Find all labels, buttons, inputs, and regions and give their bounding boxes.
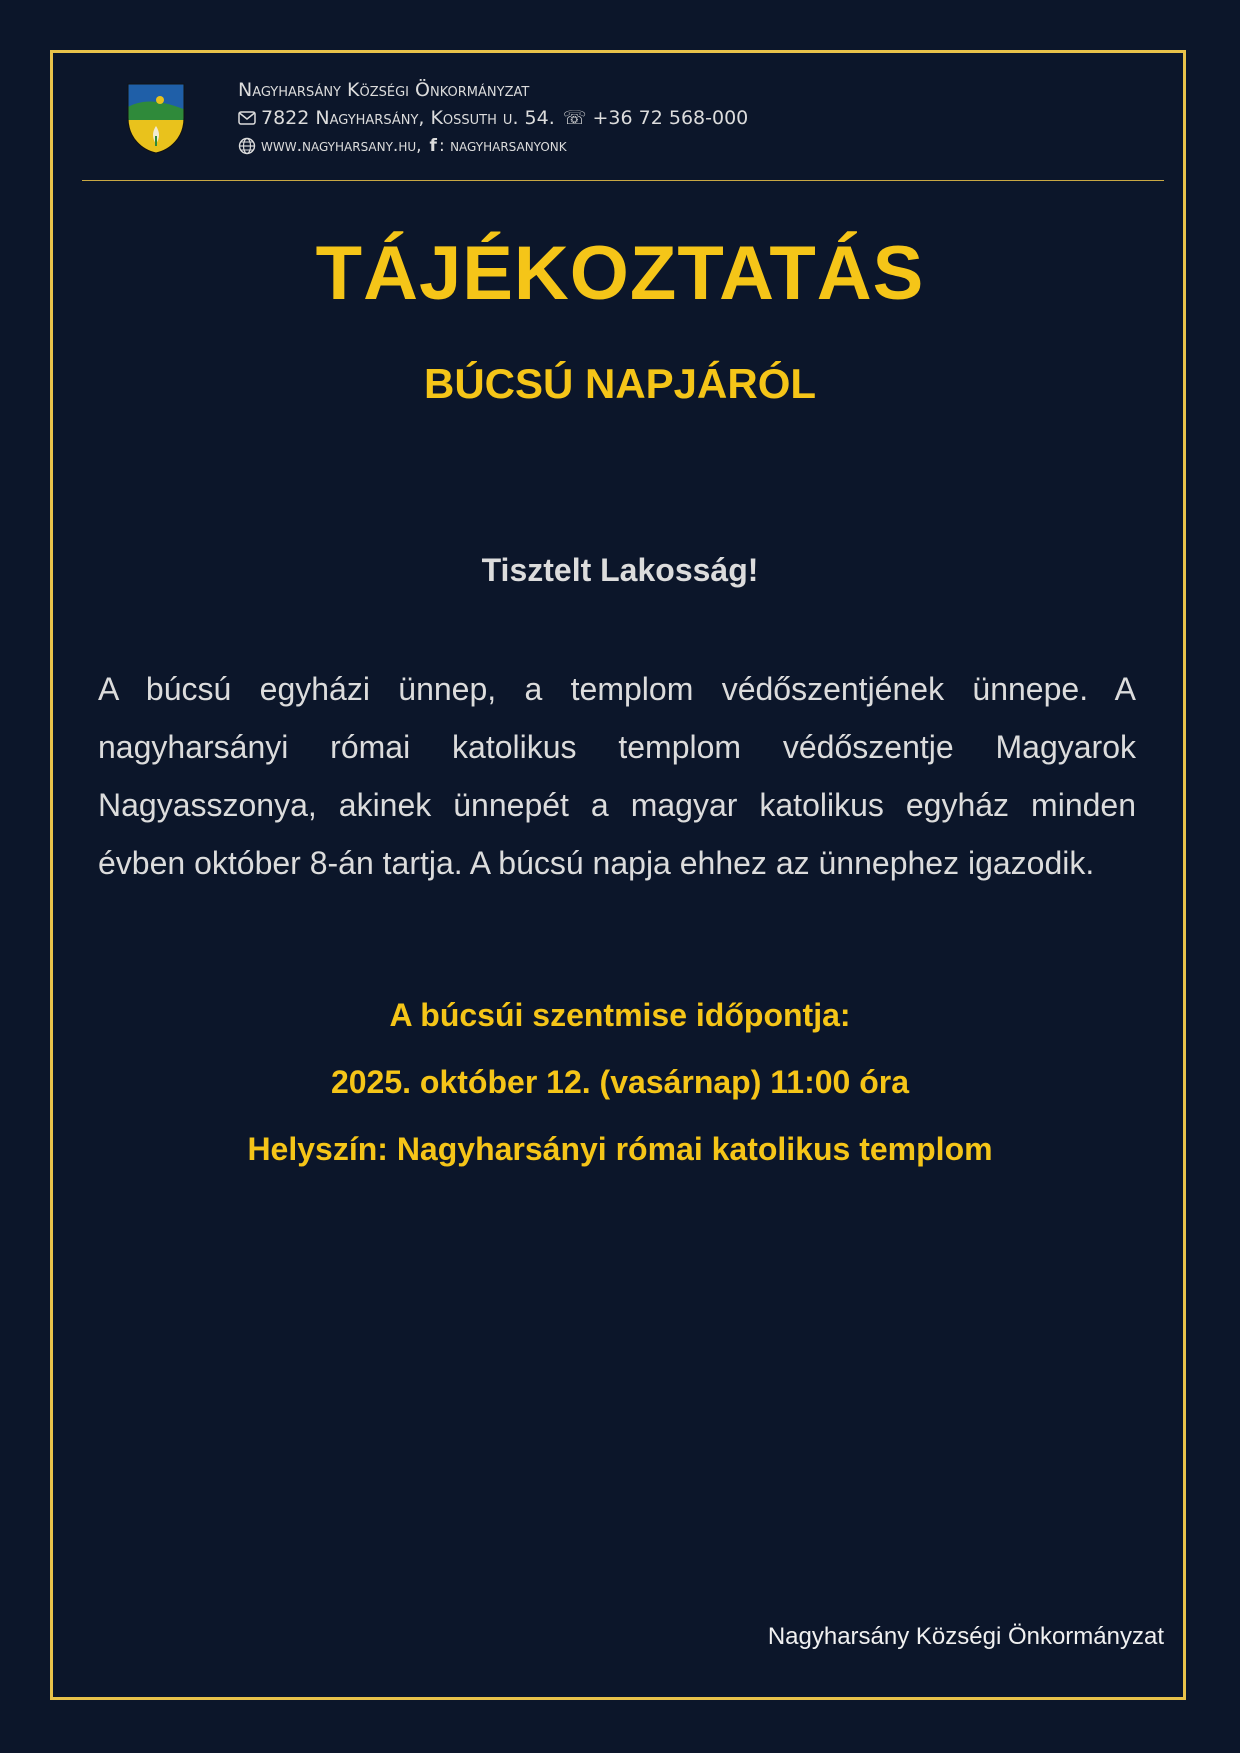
org-name: Nagyharsány Községi Önkormányzat: [238, 79, 530, 101]
facebook-icon: f: [429, 136, 437, 156]
mass-date: 2025. október 12. (vasárnap) 11:00 óra: [330, 1064, 910, 1100]
address-text: 7822 Nagyharsány, Kossuth u. 54.: [261, 107, 555, 129]
envelope-icon: [238, 111, 256, 125]
web-line: [238, 132, 748, 160]
telephone-icon: ☏: [562, 107, 587, 129]
page-subtitle: BÚCSÚ NAPJÁRÓL: [423, 360, 817, 407]
letterhead: [82, 70, 1164, 180]
facebook-handle[interactable]: : nagyharsanyonk: [438, 136, 567, 156]
mass-place: Helyszín: Nagyharsányi római katolikus templom: [247, 1131, 993, 1167]
body-paragraph: A búcsú egyházi ünnep, a templom védőszentjének ünnepe. A nagyharsányi római katolikus templom védőszentje Magyarok Nagyasszonya, akinek ünnepét a magyar katolikus egyház minden évben október 8-án tartja. A búcsú napja ehhez az ünnephez igazodik.: [98, 671, 1136, 881]
phone-number[interactable]: +36 72 568-000: [592, 107, 749, 129]
globe-icon: [238, 137, 256, 155]
greeting: Tisztelt Lakosság!: [481, 552, 759, 588]
signature: Nagyharsány Községi Önkormányzat: [767, 1623, 1164, 1650]
contact-block: [238, 76, 748, 160]
mass-title: A búcsúi szentmise időpontja:: [389, 997, 851, 1033]
website-link[interactable]: www.nagyharsany.hu,: [261, 136, 422, 156]
page-title: TÁJÉKOZTATÁS: [315, 231, 925, 316]
coat-of-arms-icon: [126, 82, 186, 154]
header-divider: [82, 180, 1164, 181]
address-line: [238, 104, 748, 132]
